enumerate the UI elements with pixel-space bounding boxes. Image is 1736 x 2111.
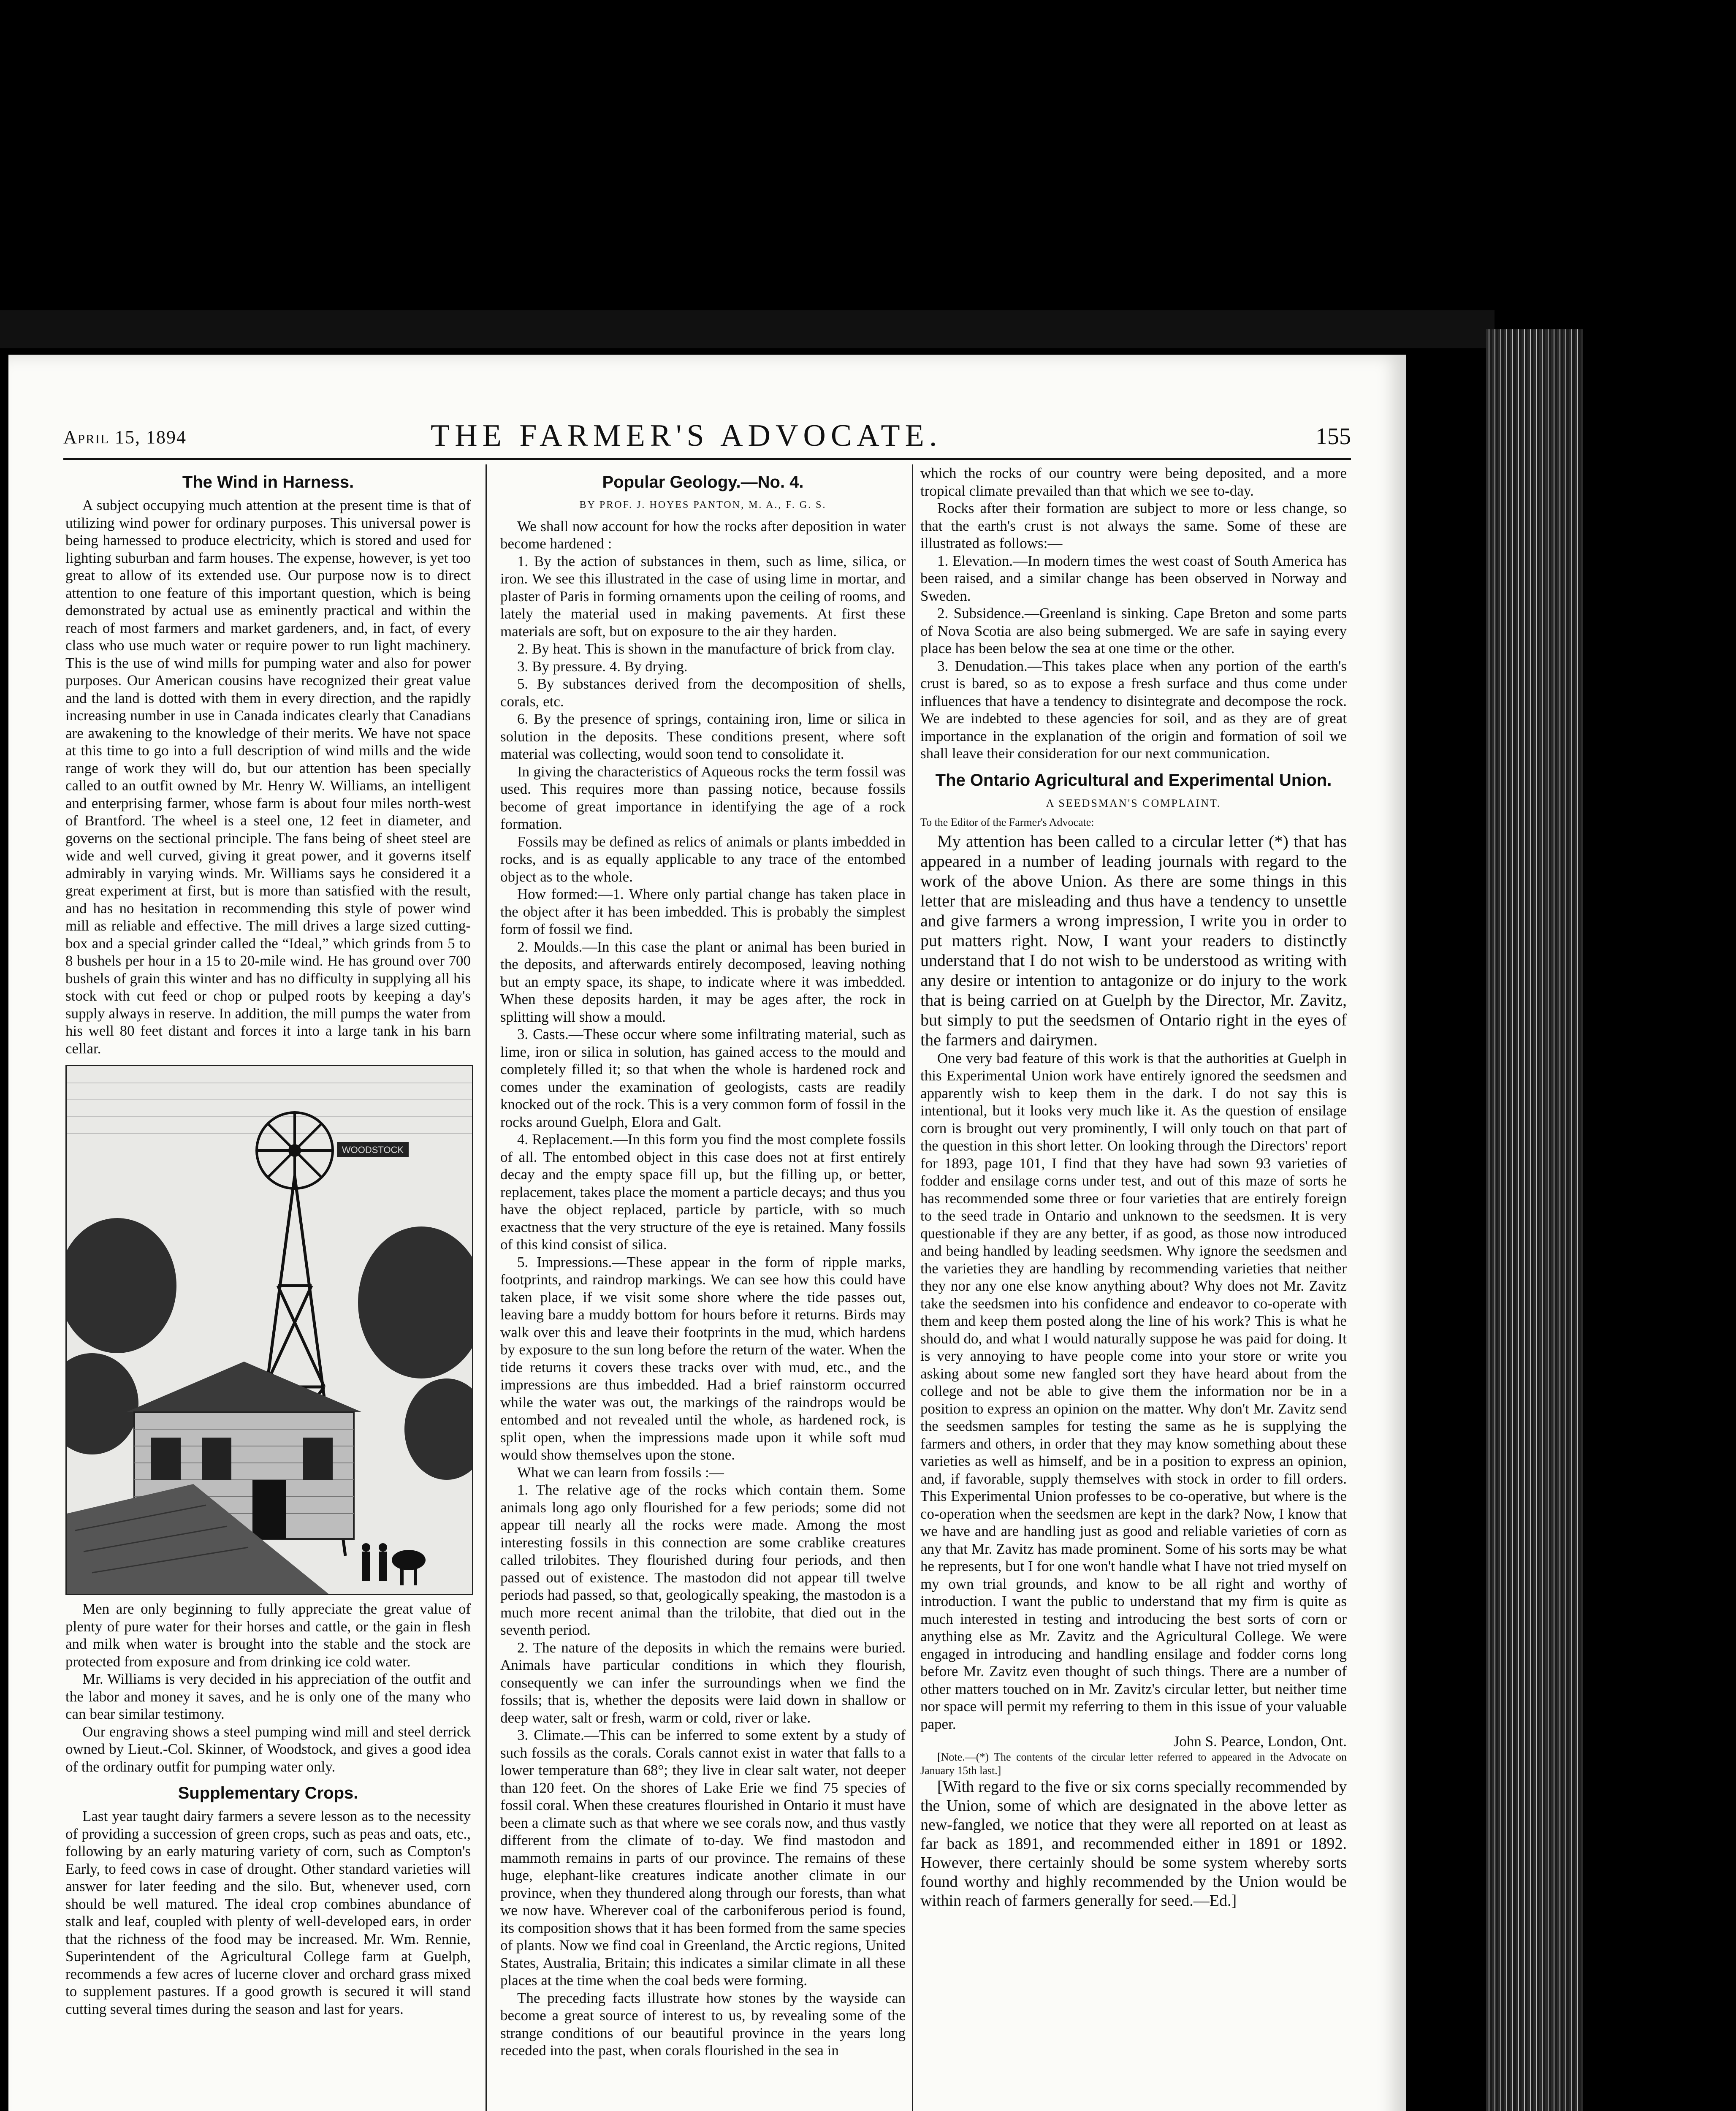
column-divider [912, 464, 913, 2111]
article-paragraph: What we can learn from fossils :— [517, 1464, 724, 1481]
article-paragraph: Mr. Williams is very decided in his appreciation of the outfit and the labor and money it saves, and he is only one of the many who can bear similar testimony. [65, 1671, 471, 1722]
article-paragraph: 3. By pressure. 4. By drying. [517, 658, 688, 675]
article-paragraph: 3. Denudation.—This takes place when any portion of the earth's crust is bared, so as to expose a fresh surface and thus come under influences that have a tendency to disintegrate and decompose the rock. We are indebted to these agencies for soil, and as they are of great importance in the explanation of the origin and formation of soil we shall leave their consideration for our next communication. [920, 657, 1347, 762]
issue-date: April 15, 1894 [63, 427, 187, 448]
editor-note: [With regard to the five or six corns specially recommended by the Union, some of which are designated in the above letter as new-fangled, we notice that they were all reported on at least as far back as 1891, and recommended either in 1891 or 1892. However, there certainly should be some system whereby sorts found worthy and highly recommended by the Union would be within reach of farmers generally for seed.—Ed.] [920, 1777, 1347, 1910]
page-header [63, 418, 1351, 452]
article-paragraph: Fossils may be defined as relics of animals or plants imbedded in rocks, and is as equally applicable to any trace of the entombed object as to the whole. [500, 833, 906, 885]
article-title-geology: Popular Geology.—No. 4. [602, 473, 804, 491]
article-paragraph: 6. By the presence of springs, containing iron, lime or silica in solution in the deposits. These conditions present, where soft material was collecting, would soon tend to consolidate it. [500, 711, 906, 762]
letter-paragraph: My attention has been called to a circular letter (*) that has appeared in a number of leading journals with regard to the work of the above Union. As there are some things in this letter that are misleading and thus have a tendency to unsettle and give farmers a wrong impression, I write you in order to put matters right. Now, I want your readers to distinctly understand that I do not wish to be understood as writing with any desire or intention to antagonize or do injury to the work that is being carried on at Guelph by the Director, Mr. Zavitz, but simply to put the seedsmen of Ontario right in the eyes of the farmers and dairymen. [920, 831, 1347, 1049]
column-1 [65, 464, 471, 2018]
windmill-vane-sign: WOODSTOCK [342, 1145, 404, 1155]
article-paragraph: 1. By the action of substances in them, such as lime, silica, or iron. We see this illustrated in the case of using lime in mortar, and plaster of Paris in forming ornaments upon the ceiling of rooms, and lately the material used in making pavements. At first these materials are soft, but on exposure to the air they harden. [500, 553, 906, 640]
article-title-crops: Supplementary Crops. [178, 1784, 358, 1802]
article-paragraph: 2. Subsidence.—Greenland is sinking. Cape Breton and some parts of Nova Scotia are also being submerged. We are safe in saying every place has been below the sea at one time or the other. [920, 605, 1347, 657]
footnote: [Note.—(*) The contents of the circular letter referred to appeared in the Advocate on January 15th last.] [920, 1750, 1347, 1777]
column-2 [500, 464, 906, 2059]
page-number: 155 [1316, 423, 1351, 450]
article-paragraph: 5. By substances derived from the decomposition of shells, corals, etc. [500, 676, 906, 710]
header-rule [63, 458, 1351, 460]
article-paragraph: 3. Casts.—These occur where some infiltrating material, such as lime, iron or silica in solution, has gained access to the mould and completely filled it; so that when the whole is hardened rock and comes under the examination of geologists, casts are readily knocked out of the rock. This is a very common form of fossil in the rocks around Guelph, Elora and Galt. [500, 1026, 906, 1130]
article-paragraph: A subject occupying much attention at the present time is that of utilizing wind power for ordinary purposes. This universal power is being harnessed to produce electricity, which is stored and used for lighting suburban and farm houses. The expense, however, is yet too great to allow of its extended use. Our purpose now is to direct attention to one feature of this important question, which is being demonstrated by actual use as eminently practical and within the reach of most farmers and market gardeners, and, in fact, of every class who use much water or require power to run light machinery. This is the use of wind mills for pumping water and also for power purposes. Our American cousins have recognized their great value and the land is dotted with them in every direction, and the rapidly increasing number in use in Canada indicates clearly that Canadians are awakening to the knowledge of their merits. We have not space at this time to go into a full description of wind mills and the wide range of work they will do, but our attention has been specially called to an outfit owned by Mr. Henry W. Williams, an intelligent and enterprising farmer, whose farm is about four miles north-west of Brantford. The wheel is a steel one, 12 feet in diameter, and governs on the sectional principle. The fans being of sheet steel are wide and well curved, giving it great power, and it governs itself admirably in varying winds. Mr. Williams says he considered it a great experiment at first, but is more than satisfied with the result, and has no hesitation in recommending this style of power wind mill as reliable and effective. The mill drives a large sized cutting-box and a special grinder called the “Ideal,” which grinds from 5 to 8 bushels per hour in a 15 to 20-mile wind. He has ground over 700 bushels of grain this winter and has no difficulty in supplying all his stock with cut feed or chop or pulped roots by keeping a day's supply always in reserve. In addition, the mill pumps the water from his well 80 feet distant and forces it into a large tank in his barn cellar. [65, 497, 471, 1057]
article-paragraph: Our engraving shows a steel pumping wind mill and steel derrick owned by Lieut.-Col. Skinner, of Woodstock, and gives a good idea of the ordinary outfit for pumping water only. [65, 1723, 471, 1775]
article-paragraph: 5. Impressions.—These appear in the form of ripple marks, footprints, and raindrop markings. We can see how this could have taken place, if we visit some shore where the tide passes out, leaving bare a muddy bottom for hours before it returns. Birds may walk over this and leave their footprints in the mud, which hardens by exposure to the sun long before the return of the water. When the tide returns it covers these tracks over with mud, etc., and the impressions are thus imbedded. Had a brief rainstorm occurred while the water was out, the markings of the raindrops would be entombed and not revealed until the whole, as hardened rock, is split open, when the impressions made upon it while soft mud would show themselves upon the stone. [500, 1254, 906, 1463]
article-paragraph: Rocks after their formation are subject to more or less change, so that the earth's crust is not always the same. Some of these are illustrated as follows:— [920, 500, 1347, 551]
newspaper-page [8, 355, 1406, 2111]
article-paragraph: 2. The nature of the deposits in which the remains were buried. Animals have particular conditions in which they flourish, consequently we can infer the surroundings when we find the fossils; that is, whether the deposits were laid down in shallow or deep water, salt or fresh, warm or cold, river or lake. [500, 1639, 906, 1726]
article-paragraph: How formed:—1. Where only partial change has taken place in the object after it has been imbedded. This is probably the simplest form of fossil we find. [500, 886, 906, 937]
article-paragraph: 4. Replacement.—In this form you find the most complete fossils of all. The entombed object in this case does not at first entirely decay and the empty space fill up, but the filling up, or better, replacement, takes place the moment a particle decays; and thus you have the object replaced, particle by particle, with so much exactness that the very structure of the eye is retained. Many fossils of this kind consist of silica. [500, 1131, 906, 1253]
article-paragraph: 2. Moulds.—In this case the plant or animal has been buried in the deposits, and afterwards entirely decomposed, leaving nothing but an empty space, its shape, to indicate where it was imbedded. When these deposits harden, it may be ages after, the rock in splitting will show a mould. [500, 938, 906, 1025]
article-title-wind: The Wind in Harness. [182, 473, 354, 491]
article-paragraph: 3. Climate.—This can be inferred to some extent by a study of such fossils as the corals. Corals cannot exist in water that falls to a lower temperature than 68°; they live in clear salt water, not deeper than 120 feet. On the shores of Lake Erie we find 75 species of fossil coral. When these creatures flourished in Ontario it must have been a climate such as that where we see corals now, and thus vastly different from the climate of to-day. We find mastodon and mammoth remains in parts of our province. The remains of these huge, elephant-like creatures indicate another climate in our province, when they thundered along through our forests, than what we now have. Wherever coal of the carboniferous period is found, its composition shows that it has been formed from the same species of plants. Now we find coal in Greenland, the Arctic regions, United States, Australia, Britain; this indicates a similar climate in all these places at the time when the coal beds were forming. [500, 1727, 906, 1989]
article-paragraph: We shall now account for how the rocks after deposition in water become hardened : [500, 518, 906, 552]
book-page-edges [1486, 329, 1583, 2111]
book-binding-shadow [0, 310, 1495, 348]
column-3 [920, 464, 1347, 1910]
windmill-engraving [65, 1065, 473, 1595]
article-paragraph: 1. The relative age of the rocks which contain them. Some animals long ago only flourished for a few periods; some did not appear till nearly all the rocks were made. Among the most interesting fossils in this connection are some crablike creatures called trilobites. They flourished during four periods, and then passed out of existence. The mastodon did not appear till twelve periods had passed, so that, geologically speaking, the mastodon is a much more recent animal than the trilobite, that died out in the seventh period. [500, 1481, 906, 1638]
article-paragraph: which the rocks of our country were being deposited, and a more tropical climate prevailed than that which we see to-day. [920, 465, 1347, 499]
article-paragraph: The preceding facts illustrate how stones by the wayside can become a great source of interest to us, by revealing some of the strange conditions of our beautiful province in the years long receded into the past, when corals flourished in the sea in [500, 1989, 906, 2059]
letter-signature: John S. Pearce, London, Ont. [1173, 1733, 1347, 1750]
article-paragraph: 1. Elevation.—In modern times the west coast of South America has been raised, and a similar change has been observed in Norway and Sweden. [920, 552, 1347, 604]
article-paragraph: 2. By heat. This is shown in the manufacture of brick from clay. [517, 640, 895, 657]
article-paragraph: In giving the characteristics of Aqueous rocks the term fossil was used. This requires more than passing notice, because fossils become of great importance in identifying the age of a rock formation. [500, 763, 906, 832]
column-divider [486, 464, 487, 2111]
article-byline: BY PROF. J. HOYES PANTON, M. A., F. G. S. [579, 499, 827, 510]
article-paragraph: Last year taught dairy farmers a severe lesson as to the necessity of providing a succession of green crops, such as peas and oats, etc., following by an early maturing variety of corn, such as Compton's Early, to feed cows in case of drought. Other standard varieties will answer for later feeding and the silo. But, whenever used, corn should be well matured. The ideal crop combines abundance of stalk and leaf, coupled with plenty of well-developed ears, in order that the richness of the food may be increased. Mr. Wm. Rennie, Superintendent of the Agricultural College farm at Guelph, recommends a few acres of lucerne clover and orchard grass mixed to supplement pastures. If a good growth is secured it will stand cutting several times during the season and last for years. [65, 1808, 471, 2017]
article-subtitle: A SEEDSMAN'S COMPLAINT. [1046, 797, 1221, 809]
masthead: THE FARMER'S ADVOCATE. [431, 418, 942, 453]
article-paragraph: Men are only beginning to fully appreciate the great value of plenty of pure water for their horses and cattle, or the gain in flesh and milk when water is brought into the stable and the stock are protected from exposure and from drinking ice cold water. [65, 1601, 471, 1670]
article-title-union: The Ontario Agricultural and Experimental Union. [935, 771, 1332, 790]
letter-salutation: To the Editor of the Farmer's Advocate: [920, 816, 1094, 828]
letter-paragraph: One very bad feature of this work is that the authorities at Guelph in this Experimental Union work have entirely ignored the seedsmen and apparently wish to keep them in the dark. I do not say this is intentional, but it looks very much like it. As the question of ensilage corn is brought out very prominently, I will only touch on that part of the question in this short letter. On looking through the Directors' report for 1893, page 101, I find that they have had sown 93 varieties of fodder and ensilage corns under test, and out of this maze of sorts he has recommended some three or four varieties that are entirely foreign to the seed trade in Ontario and unknown to the seedsmen. It is very questionable if they are any better, if as good, as those now introduced and being handled by leading seedsmen. Why ignore the seedsmen and the varieties they are handling by recommending varieties that neither they nor any one else know anything about? Why does not Mr. Zavitz take the seedsmen into his confidence and endeavor to co-operate with them and keep them posted along the line of his work? This is what he should do, and what I would naturally suppose he was paid for doing. It is very annoying to have people come into your store or write you asking about some new fangled sort they have heard about from the college and not be able to give them the information nor be in a position to express an opinion on the matter. Why don't Mr. Zavitz send the seedsmen samples for testing the same as he is supplying the farmers and others, in order that they may know something about these varieties as well as himself, and be in a position to express an opinion, and, if favorable, supply themselves with stock in order to fill orders. This Experimental Union professes to be co-operative, but where is the co-operation when the seedsmen are kept in the dark? Now, I know that we have and are handling just as good and reliable varieties of corn as any that Mr. Zavitz has made prominent. Some of his sorts may be what he represents, but I for one won't handle what I have not tried myself on my own trial grounds, and know to be all right and worthy of introduction. I want the public to understand that my firm is quite as much interested in testing and introducing the best sorts of corn or anything else as Mr. Zavitz and the Agricultural College. We were engaged in introducing and handling ensilage and fodder corns long before Mr. Zavitz even thought of such things. There are a number of other matters touched on in Mr. Zavitz's circular letter, but neither time nor space will permit my referring to them in this issue of your valuable paper. [920, 1050, 1347, 1732]
